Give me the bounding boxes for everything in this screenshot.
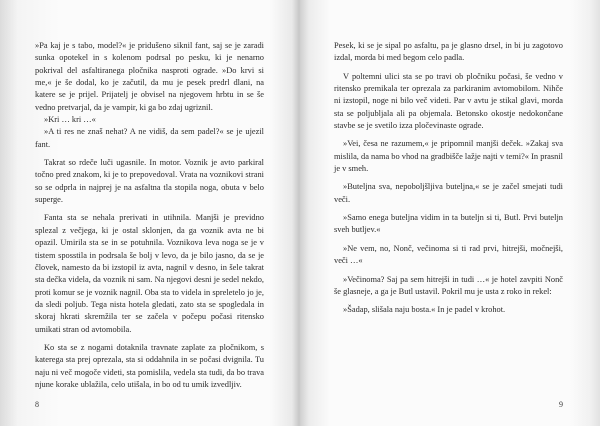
paragraph: »Samo enega buteljna vidim in ta buteljn si ti, Butl. Prvi buteljn sveh butljev.« — [334, 213, 563, 235]
left-page-text — [35, 40, 264, 391]
page-number-left: 8 — [35, 400, 39, 409]
paragraph: Fanta sta se nehala prerivati in utihnila. Manjši je previdno splezal z večjega, ki je ostal sklonjen, da ga voznik avta ne bi opazil. Umirila sta se in se potuhnila. Voznikova leva noga se je v tistem sposstila in podrsala še bolj v levo, da je bilo jasno, da se je človek, namesto da bi izstopil iz avta, nagnil v desno, in šele takrat sta dečka videla, da voznik ni sam. Na njegovi desni je sedel nekdo, proti komur se je voznik nagnil. Oba sta to videla in spreletelo jo je, da sledi poljub. Tega nista hotela gledati, zato sta se spogledala in skoraj hkrati skremžila ter se začela v počepu počasi ritensko umikati stran od avtomobila. — [35, 213, 264, 334]
paragraph: »A ti res ne znaš nehat? A ne vidiš, da sem padel?« se je ujezil fant. — [35, 127, 264, 149]
paragraph: »Ne vem, no, Nonč, večinoma si ti rad prvi, hitrejši, močnejši, veči …« — [334, 243, 563, 266]
paragraph: Takrat so rdeče luči ugasnile. In motor. Voznik je avto parkiral točno pred znakom, ki je to prepovedoval. Vrata na voznikovi strani so se odprla in najprej je na asfaltna tla stopila noga, obuta v belo superge. — [35, 158, 264, 205]
paragraph: Pesek, ki se je sipal po asfaltu, pa je glasno drsel, in bi ju zagotovo izdal, morda bi med begom celo padla. — [334, 41, 563, 63]
paragraph: »Vei, česa ne razumem,« je pripomnil manjši deček. »Zakaj sva mislila, da nama bo vhod na gradbišče lažje najti v temi?« In prasnil je v smeh. — [334, 139, 563, 174]
page-number-right: 9 — [559, 400, 563, 409]
right-page — [300, 0, 600, 426]
paragraph: »Kri … kri …« — [44, 115, 96, 125]
paragraph: »Večinoma? Saj pa sem hitrejši in tudi …« je hotel zavpiti Nonč še glasneje, a ga je Butl ustavil. Pokril mu je usta z roko in rekel: — [334, 274, 563, 296]
right-page-text — [334, 40, 563, 317]
paragraph: »Pa kaj je s tabo, model?« je pridušeno siknil fant, saj se je zaradi sunka opotekel in s kolenom podrsal po pesku, ki je nenarno pokrival del asfaltiranega pločnika nasproti ograde. »Do krvi si me,« je še dodal, ko je začutil, da mu je pesek predrl dlani, na katere se je prijel. Prijatelj je obvisel na njegovem hrbtu in se še vedno pretvarjal, da je vampir, ki ga bo zdaj ugriznil. — [35, 41, 264, 112]
paragraph: Ko sta se z nogami dotaknila travnate zaplate za pločnikom, s katerega sta prej oprezala, sta si oddahnila in se počasi dvignila. Tu naju ni več mogoče videti, sta pomislila, vedela sta tudi, da bo trava njune korake ublažila, celo utišala, in bo od tu umik izvedljiv. — [35, 342, 264, 389]
paragraph: »Šadap, slišala naju bosta.« In je padel v krohot. — [343, 305, 506, 315]
paragraph: V poltemni ulici sta se po travi ob pločniku počasi, še vedno v ritensko premikala ter oprezala za parkiranim avtomobilom. Nihče ni izstopil, noge ni bilo več videti. Par v avtu je stikal glavi, morda sta se poljubljala ali pa objemala. Betonsko okostje nedokončane stavbe se je svetilo izza pločevinaste ograde. — [334, 71, 563, 131]
paragraph: »Buteljna sva, nepoboljšljiva buteljna,« se je začel smejati tudi veči. — [334, 182, 563, 204]
